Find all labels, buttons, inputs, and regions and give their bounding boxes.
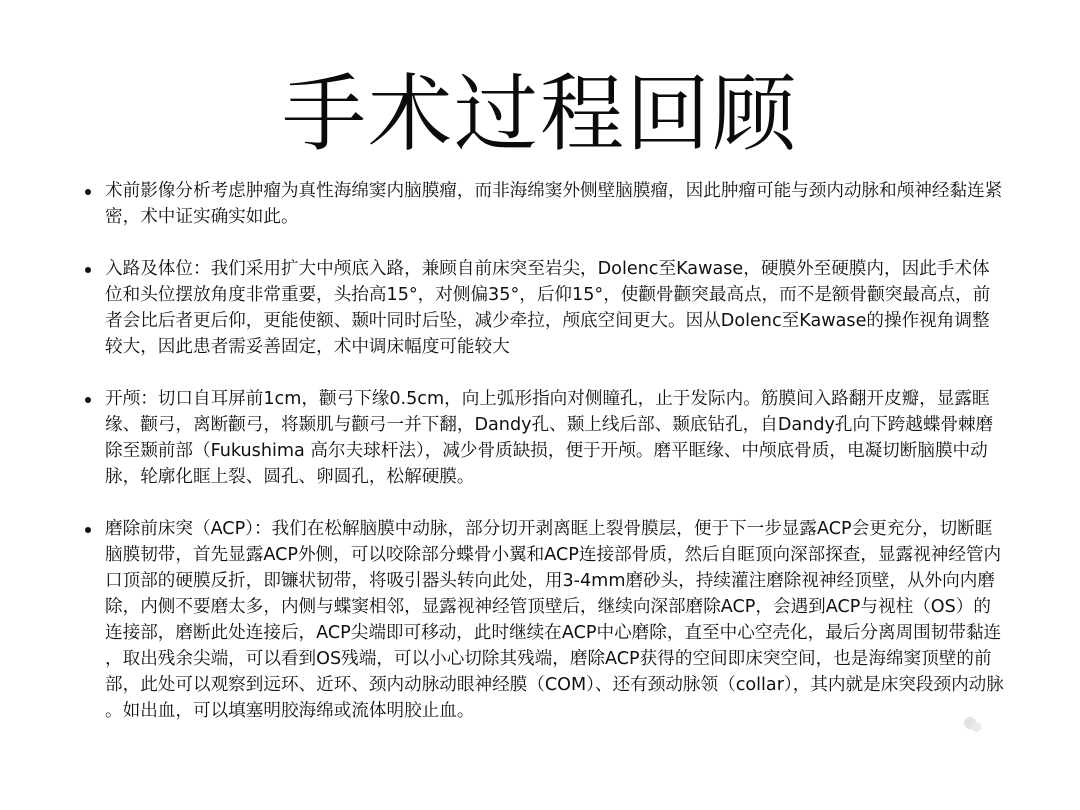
bullet-text: 开颅：切口自耳屏前1cm，颧弓下缘0.5cm，向上弧形指向对侧瞳孔，止于发际内。筋膜间入路翻开皮瓣，显露眶缘、颧弓，离断颧弓，将颞肌与颧弓一并下翻，Dandy孔、颞上线后部、颞底钻孔，自Dandy孔向下跨越蝶骨棘磨除至颞前部（Fukushima 高尔夫球杆法），减少骨质缺损，便于开颅。磨平眶缘、中颅底骨质，电凝切断脑膜中动脉，轮廓化眶上裂、圆孔、卵圆孔，松解硬膜。 (105, 389, 994, 487)
watermark-icon (962, 714, 984, 736)
bullet-dot-icon (85, 189, 91, 195)
slide-title: 手术过程回顾 (281, 65, 798, 163)
bullet-text: 入路及体位：我们采用扩大中颅底入路，兼顾自前床突至岩尖，Dolenc至Kawase，硬膜外至硬膜内，因此手术体位和头位摆放角度非常重要，头抬高15°，对侧偏35°，后仰15°，使颧骨颧突最高点，而不是额骨颧突最高点，前者会比后者更后仰，更能使额、颞叶同时后坠，减少牵拉，颅底空间更大。因从Dolenc至Kawase的操作视角调整较大，因此患者需妥善固定，术中调床幅度可能较大 (105, 259, 991, 357)
bullet-dot-icon (85, 527, 91, 533)
bullet-text: 磨除前床突（ACP）：我们在松解脑膜中动脉，部分切开剥离眶上裂骨膜层，便于下一步显露ACP会更充分，切断眶脑膜韧带，首先显露ACP外侧，可以咬除部分蝶骨小翼和ACP连接部骨质，然后自眶顶向深部探查，显露视神经管内口顶部的硬膜反折，即镰状韧带，将吸引器头转向此处，用3-4mm磨砂头，持续灌注磨除视神经顶壁，从外向内磨除，内侧不要磨太多，内侧与蝶窦相邻，显露视神经管顶壁后，继续向深部磨除ACP，会遇到ACP与视柱（OS）的连接部，磨断此处连接后，ACP尖端即可移动，此时继续在ACP中心磨除，直至中心空壳化，最后分离周围韧带黏连，取出残余尖端，可以看到OS残端，可以小心切除其残端，磨除ACP获得的空间即床突空间，也是海绵窦顶壁的前部，此处可以观察到远环、近环、颈内动脉动眼神经膜（COM）、还有颈动脉领（collar），其内就是床突段颈内动脉。如出血，可以填塞明胶海绵或流体明胶止血。 (105, 519, 1004, 721)
bullet-item (74, 386, 1004, 490)
bullet-dot-icon (85, 267, 91, 273)
bullet-item (74, 256, 1004, 360)
bullet-text: 术前影像分析考虑肿瘤为真性海绵窦内脑膜瘤，而非海绵窦外侧壁脑膜瘤，因此肿瘤可能与颈内动脉和颅神经黏连紧密，术中证实确实如此。 (105, 181, 1003, 227)
bullet-item (74, 516, 1004, 724)
bullet-item (74, 178, 1004, 230)
bullet-dot-icon (85, 397, 91, 403)
bullet-list (74, 178, 1004, 724)
